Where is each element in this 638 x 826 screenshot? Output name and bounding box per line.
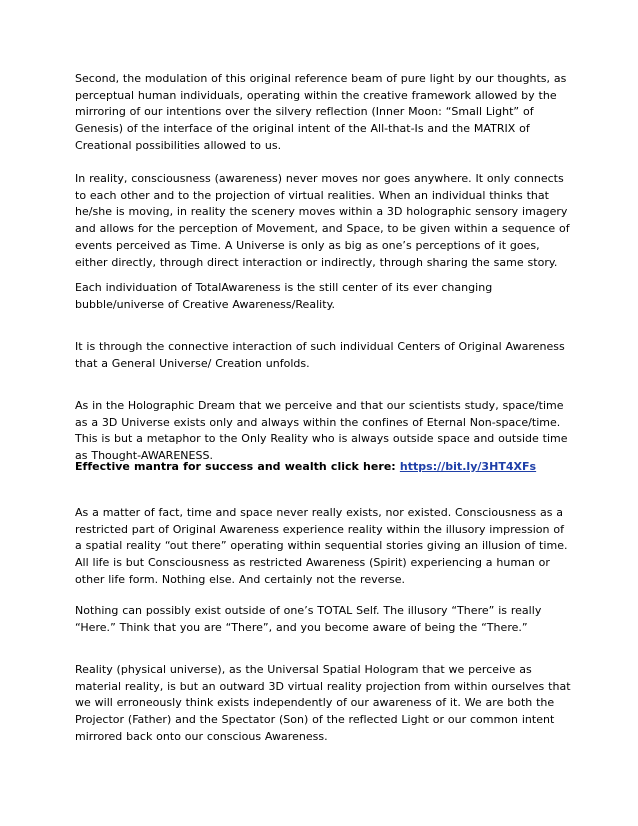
promo-text: Effective mantra for success and wealth click here: bbox=[75, 460, 400, 473]
paragraph-2: In reality, consciousness (awareness) never moves nor goes anywhere. It only connects to each other and to the projection of virtual realities. When an individual thinks that he/she is moving, in reality the scenery moves within a 3D holographic sensory imagery and allows for the perception of Movement, and Space, to be given within a sequence of events perceived as Time. A Universe is only as big as one’s perceptions of it goes, either directly, through direct interaction or indirectly, through sharing the same story. bbox=[75, 172, 570, 269]
paragraph-6: As a matter of fact, time and space never really exists, nor existed. Consciousness as a restricted part of Original Awareness experience reality within the illusory impression of a spatial reality “out there” operating within sequential stories giving an illusion of time. All life is but Consciousness as restricted Awareness (Spirit) experiencing a human or other life form. Nothing else. And certainly not the reverse. bbox=[75, 506, 568, 586]
paragraph-8: Reality (physical universe), as the Universal Spatial Hologram that we perceive as material reality, is but an outward 3D virtual reality projection from within ourselves that we will erroneously think exists independently of our awareness of it. We are both the Projector (Father) and the Spectator (Son) of the reflected Light or our common intent mirrored back onto our conscious Awareness. bbox=[75, 663, 571, 743]
promo-link[interactable]: https://bit.ly/3HT4XFs bbox=[399, 460, 537, 473]
paragraph-4: It is through the connective interaction of such individual Centers of Original Awareness that a General Universe/ Creation unfolds. bbox=[75, 340, 565, 370]
paragraph-1: Second, the modulation of this original reference beam of pure light by our thoughts, as perceptual human individuals, operating within the creative framework allowed by the mirroring of our intentions over the silvery reflection (Inner Moon: “Small Light” of Genesis) of the interface of the original intent of the All-that-Is and the MATRIX of Creational possibilities allowed to us. bbox=[75, 72, 567, 152]
paragraph-7: Nothing can possibly exist outside of one’s TOTAL Self. The illusory “There” is really “Here.” Think that you are “There”, and you become aware of being the “There.” bbox=[75, 604, 542, 634]
paragraph-3: Each individuation of TotalAwareness is the still center of its ever changing bubble/universe of Creative Awareness/Reality. bbox=[75, 281, 493, 311]
paragraph-5: As in the Holographic Dream that we perceive and that our scientists study, space/time as a 3D Universe exists only and always within the confines of Eternal Non-space/time. This is but a metaphor to the Only Reality who is always outside space and outside time as Thought-AWARENESS. bbox=[75, 399, 568, 463]
promo-line bbox=[75, 459, 573, 476]
